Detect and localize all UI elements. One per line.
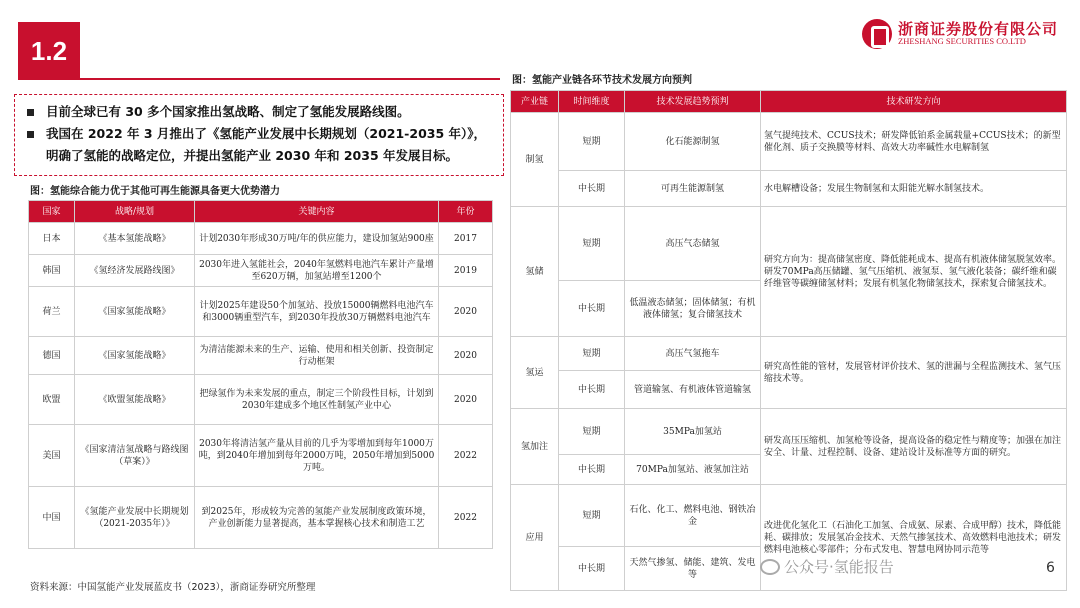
source-note: 资料来源：中国氢能产业发展蓝皮书（2023），浙商证券研究所整理 — [30, 582, 316, 593]
cell-trend: 化石能源制氢 — [625, 113, 761, 171]
cell-chain: 制氢 — [511, 113, 559, 207]
col-header: 时间维度 — [559, 91, 625, 113]
cell-content: 2030年将清洁氢产量从目前的几乎为零增加到每年1000万吨，到2040年增加到每年2000万吨，2050年增加到5000万吨。 — [195, 425, 439, 487]
cell-year: 2022 — [439, 487, 493, 549]
table-row — [511, 485, 1067, 547]
square-bullet-icon — [27, 109, 34, 116]
left-table-caption: 图：氢能综合能力优于其他可再生能源具备更大优势潜力 — [30, 186, 280, 197]
country-strategy-table — [28, 200, 493, 549]
summary-text: 我国在 2022 年 3 月推出了《氢能产业发展中长期规划（2021-2035 年）》，明确了氢能的战略定位，并提出氢能产业 2030 年和 2035 年发展目标。 — [46, 126, 487, 163]
cell-period: 短期 — [559, 207, 625, 281]
page-number: 6 — [1046, 560, 1055, 576]
cell-year: 2020 — [439, 337, 493, 375]
cell-trend: 高压气态储氢 — [625, 207, 761, 281]
company-logo — [862, 16, 1062, 52]
summary-item — [23, 123, 495, 167]
square-bullet-icon — [27, 131, 34, 138]
cell-trend: 低温液态储氢；固体储氢；有机液体储氢；复合储氢技术 — [625, 281, 761, 337]
cell-plan: 《氢能产业发展中长期规划（2021-2035年）》 — [75, 487, 195, 549]
cell-plan: 《氢经济发展路线图》 — [75, 255, 195, 287]
cell-year: 2019 — [439, 255, 493, 287]
cell-year: 2017 — [439, 223, 493, 255]
col-header: 国家 — [29, 201, 75, 223]
cell-direction: 研究高性能的管材，发展管材评价技术、氢的泄漏与全程监测技术、氢气压缩技术等。 — [761, 337, 1067, 409]
cell-country: 中国 — [29, 487, 75, 549]
cell-chain: 应用 — [511, 485, 559, 591]
summary-box — [14, 94, 504, 176]
cell-country: 韩国 — [29, 255, 75, 287]
cell-country: 日本 — [29, 223, 75, 255]
summary-item — [23, 101, 495, 123]
cell-trend: 石化、化工、燃料电池、钢铁冶金 — [625, 485, 761, 547]
cell-plan: 《国家清洁氢战略与路线图（草案）》 — [75, 425, 195, 487]
table-row — [29, 487, 493, 549]
cell-chain: 氢运 — [511, 337, 559, 409]
cell-plan: 《基本氢能战略》 — [75, 223, 195, 255]
table-row — [511, 207, 1067, 281]
cell-plan: 《欧盟氢能战略》 — [75, 375, 195, 425]
cell-trend: 管道输氢、有机液体管道输氢 — [625, 371, 761, 409]
cell-country: 德国 — [29, 337, 75, 375]
col-header: 战略/规划 — [75, 201, 195, 223]
watermark — [760, 556, 894, 577]
cell-period: 中长期 — [559, 547, 625, 591]
cell-period: 短期 — [559, 409, 625, 455]
logo-en-text: ZHESHANG SECURITIES CO.LTD — [898, 36, 1026, 47]
cell-period: 短期 — [559, 337, 625, 371]
cell-period: 中长期 — [559, 281, 625, 337]
cell-content: 计划2025年建设50个加氢站、投放15000辆燃料电池汽车和3000辆重型汽车，到2030年投放30万辆燃料电池汽车 — [195, 287, 439, 337]
cell-trend: 70MPa加氢站、液氢加注站 — [625, 455, 761, 485]
cell-year: 2022 — [439, 425, 493, 487]
cell-content: 到2025年，形成较为完善的氢能产业发展制度政策环境，产业创新能力显著提高，基本掌握核心技术和制造工艺 — [195, 487, 439, 549]
cell-direction: 研究方向为：提高储氢密度、降低能耗成本、提高有机液体储氢脱氢效率。研发70MPa高压储罐、氢气压缩机、液氢泵、氢气液化装备；碳纤维和碳纤维管等碳缠储氢材料；发展有机氢化物储氢技术，探索复合储氢技术。 — [761, 207, 1067, 337]
right-table-caption: 图：氢能产业链各环节技术发展方向预判 — [512, 75, 692, 86]
cell-period: 中长期 — [559, 171, 625, 207]
table-row — [511, 409, 1067, 455]
col-header: 年份 — [439, 201, 493, 223]
table-row — [511, 337, 1067, 371]
cell-content: 2030年进入氢能社会，2040年氢燃料电池汽车累计产量增至620万辆，加氢站增至1200个 — [195, 255, 439, 287]
table-row — [511, 171, 1067, 207]
wechat-icon — [760, 559, 780, 575]
cell-content: 把绿氢作为未来发展的重点，制定三个阶段性目标，计划到2030年建成多个地区性制氢产业中心 — [195, 375, 439, 425]
cell-year: 2020 — [439, 287, 493, 337]
cell-period: 短期 — [559, 113, 625, 171]
cell-chain: 氢储 — [511, 207, 559, 337]
table-row — [29, 337, 493, 375]
section-number-badge: 1.2 — [18, 22, 80, 80]
cell-plan: 《国家氢能战略》 — [75, 337, 195, 375]
cell-country: 荷兰 — [29, 287, 75, 337]
table-row — [511, 113, 1067, 171]
cell-period: 中长期 — [559, 371, 625, 409]
watermark-text: 公众号·氢能报告 — [784, 558, 894, 576]
cell-chain: 氢加注 — [511, 409, 559, 485]
cell-year: 2020 — [439, 375, 493, 425]
cell-period: 短期 — [559, 485, 625, 547]
logo-icon — [862, 19, 892, 49]
table-row — [29, 255, 493, 287]
col-header: 技术研发方向 — [761, 91, 1067, 113]
cell-direction: 水电解槽设备；发展生物制氢和太阳能光解水制氢技术。 — [761, 171, 1067, 207]
cell-direction: 研发高压压缩机、加氢枪等设备，提高设备的稳定性与精度等；加强在加注安全、计量、过程控制、设备、建站设计及标准等方面的研究。 — [761, 409, 1067, 485]
cell-content: 计划2030年形成30万吨/年的供应能力，建设加氢站900座 — [195, 223, 439, 255]
col-header: 关键内容 — [195, 201, 439, 223]
cell-direction: 改进优化氢化工（石油化工加氢、合成氨、尿素、合成甲醇）技术，降低能耗、碳排放；发展氢冶金技术、天然气掺氢技术、高效燃料电池技术；研发燃料电池核心零部件；分布式发电、智慧电网协同示范等 — [761, 485, 1067, 591]
section-title-underline — [80, 78, 500, 80]
cell-trend: 高压气氢拖车 — [625, 337, 761, 371]
col-header: 产业链 — [511, 91, 559, 113]
table-header-row — [511, 91, 1067, 113]
table-row — [29, 375, 493, 425]
cell-direction: 氢气提纯技术、CCUS技术；研发降低铂系金属载量+CCUS技术；的新型催化剂、质子交换膜等材料、高效大功率碱性水电解制氢 — [761, 113, 1067, 171]
table-header-row — [29, 201, 493, 223]
cell-trend: 天然气掺氢、储能、建筑、发电等 — [625, 547, 761, 591]
table-row — [29, 425, 493, 487]
logo-cn-text: 浙商证券股份有限公司 — [898, 19, 1059, 38]
cell-content: 为清洁能源未来的生产、运输、使用和相关创新、投资制定行动框架 — [195, 337, 439, 375]
cell-trend: 可再生能源制氢 — [625, 171, 761, 207]
table-row — [29, 223, 493, 255]
cell-plan: 《国家氢能战略》 — [75, 287, 195, 337]
cell-period: 中长期 — [559, 455, 625, 485]
summary-text: 目前全球已有 30 多个国家推出氢战略、制定了氢能发展路线图。 — [46, 104, 410, 119]
col-header: 技术发展趋势预判 — [625, 91, 761, 113]
cell-country: 美国 — [29, 425, 75, 487]
table-row — [29, 287, 493, 337]
cell-trend: 35MPa加氢站 — [625, 409, 761, 455]
cell-country: 欧盟 — [29, 375, 75, 425]
hydrogen-chain-tech-table — [510, 90, 1067, 591]
